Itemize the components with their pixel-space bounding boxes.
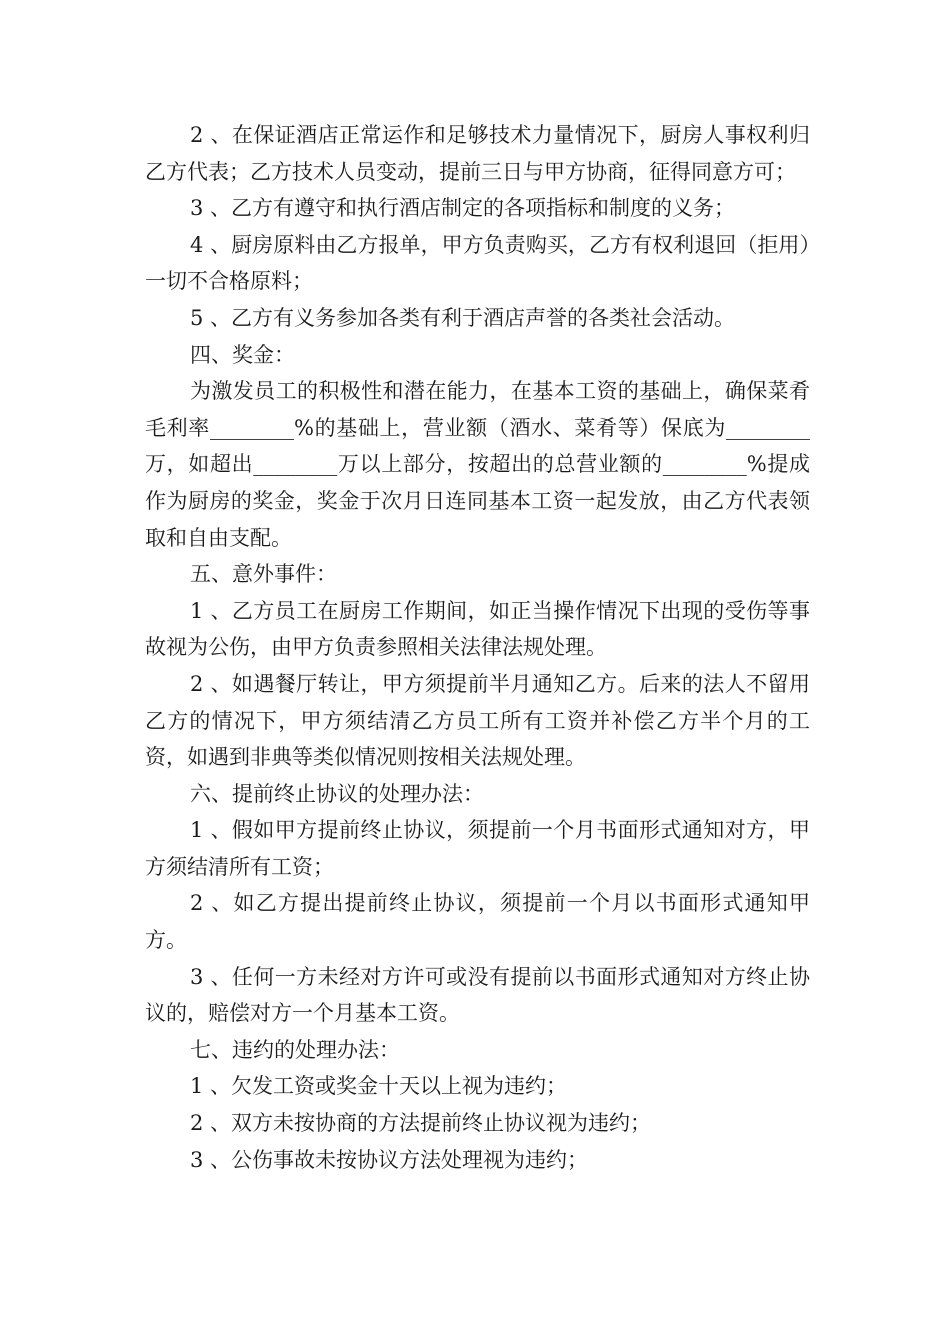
bonus-paragraph: 为激发员工的积极性和潜在能力，在基本工资的基础上，确保菜肴毛利率________%的基础上，营业额（酒水、菜肴等）保底为________万，如超出________万以上部分，按超出的总营业额的________%提成作为厨房的奖金，奖金于次月日连同基本工资一起发放，由乙方代表领取和自由支配。 [145, 379, 810, 550]
termination-clause-3: 3 、任何一方未经对方许可或没有提前以书面形式通知对方终止协议的，赔偿对方一个月基本工资。 [145, 964, 810, 1026]
termination-clause-2: 2 、如乙方提出提前终止协议，须提前一个月以书面形式通知甲方。 [145, 891, 810, 953]
section-heading-accidents: 五、意外事件： [190, 562, 337, 587]
clause-5-activities: 5 、乙方有义务参加各类有利于酒店声誉的各类社会活动。 [190, 305, 736, 330]
breach-clause-2: 2 、双方未按协商的方法提前终止协议视为违约； [190, 1111, 652, 1136]
section-heading-breach: 七、违约的处理办法： [190, 1037, 400, 1062]
breach-clause-1: 1 、欠发工资或奖金十天以上视为违约； [190, 1074, 568, 1099]
clause-3-obligations: 3 、乙方有遵守和执行酒店制定的各项指标和制度的义务； [190, 196, 736, 221]
clause-2-personnel: 2 、在保证酒店正常运作和足够技术力量情况下，厨房人事权利归乙方代表；乙方技术人员变动，提前三日与甲方协商，征得同意方可； [145, 123, 810, 184]
section-heading-bonus: 四、奖金： [190, 342, 295, 367]
accident-clause-1: 1 、乙方员工在厨房工作期间，如正当操作情况下出现的受伤等事故视为公伤，由甲方负责参照相关法律法规处理。 [145, 598, 810, 660]
termination-clause-1: 1 、假如甲方提前终止协议，须提前一个月书面形式通知对方，甲方须结清所有工资； [145, 818, 810, 879]
section-heading-termination: 六、提前终止协议的处理办法： [190, 781, 484, 806]
accident-clause-2: 2 、如遇餐厅转让，甲方须提前半月通知乙方。后来的法人不留用乙方的情况下，甲方须结清乙方员工所有工资并补偿乙方半个月的工资，如遇到非典等类似情况则按相关法规处理。 [145, 671, 810, 770]
breach-clause-3: 3 、公伤事故未按协议方法处理视为违约； [190, 1147, 589, 1172]
clause-4-materials: 4 、厨房原料由乙方报单，甲方负责购买，乙方有权利退回（拒用）一切不合格原料； [145, 232, 810, 294]
document-body [145, 117, 810, 1178]
